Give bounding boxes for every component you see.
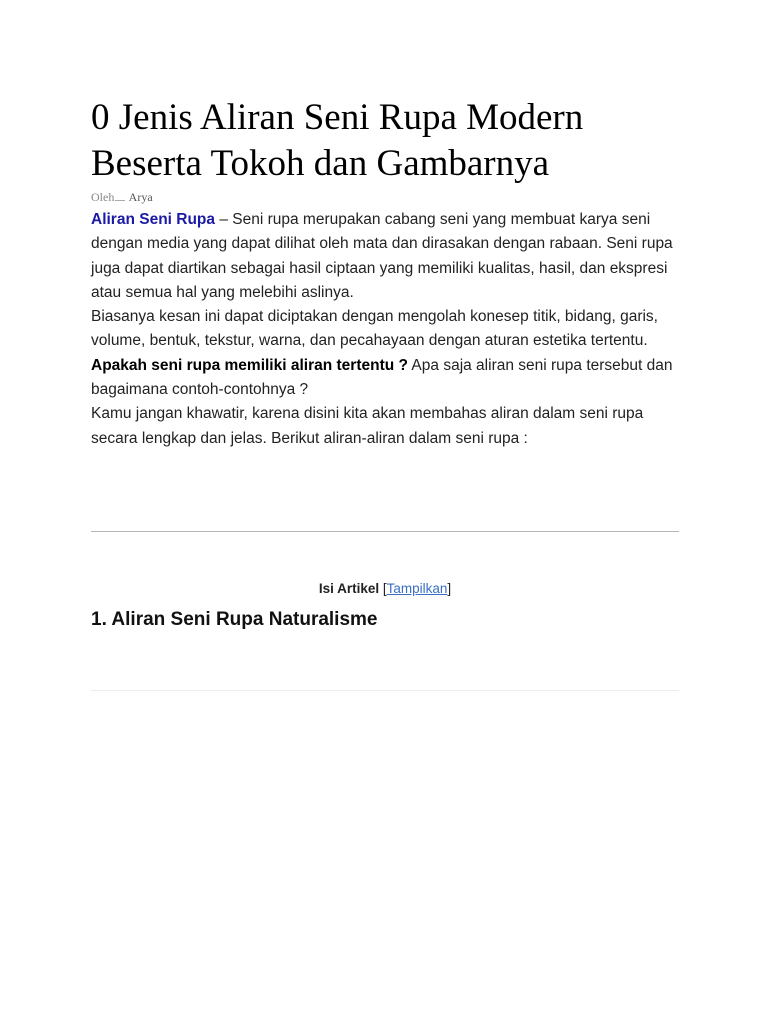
byline-separator	[115, 194, 125, 201]
toc-bracket-open: [	[382, 581, 387, 596]
toc-label: Isi Artikel	[318, 581, 380, 596]
article-body	[91, 208, 679, 451]
paragraph-concepts: Biasanya kesan ini dapat diciptakan dengan mengolah konesep titik, bidang, garis, volume, bentuk, tekstur, warna, dan pecahayaan dengan aturan estetika tertentu.	[91, 308, 658, 350]
paragraph-closing: Kamu jangan khawatir, karena disini kita akan membahas aliran dalam seni rupa secara lengkap dan jelas. Berikut aliran-aliran dalam seni rupa :	[91, 405, 644, 447]
question-text: Apa saja aliran seni rupa tersebut dan bagaimana contoh-contohnya ?	[91, 356, 673, 399]
table-of-contents	[91, 580, 679, 598]
question-bold: Apakah seni rupa memiliki aliran tertentu ?	[91, 356, 408, 374]
intro-keyword-link[interactable]: Aliran Seni Rupa	[91, 211, 216, 228]
article-title: 0 Jenis Aliran Seni Rupa Modern Beserta Tokoh dan Gambarnya	[91, 97, 584, 184]
section-divider-light	[91, 690, 679, 691]
intro-text: – Seni rupa merupakan cabang seni yang membuat karya seni dengan media yang dapat dilihat oleh mata dan dirasakan dengan rabaan. Seni rupa juga dapat diartikan sebagai hasil ciptaan yang memiliki kualitas, hasil, dan ekspresi atau semua hal yang melebihi aslinya.	[91, 211, 673, 301]
section-heading: 1. Aliran Seni Rupa Naturalisme	[91, 609, 378, 630]
intro-paragraph	[91, 208, 679, 305]
byline	[91, 189, 153, 205]
question-paragraph	[91, 354, 679, 403]
toc-toggle-link[interactable]: Tampilkan	[386, 581, 448, 596]
toc-bracket-close: ]	[447, 581, 452, 596]
section-divider	[91, 531, 679, 532]
byline-prefix: Oleh	[91, 190, 115, 204]
author-name[interactable]: Arya	[128, 190, 153, 204]
